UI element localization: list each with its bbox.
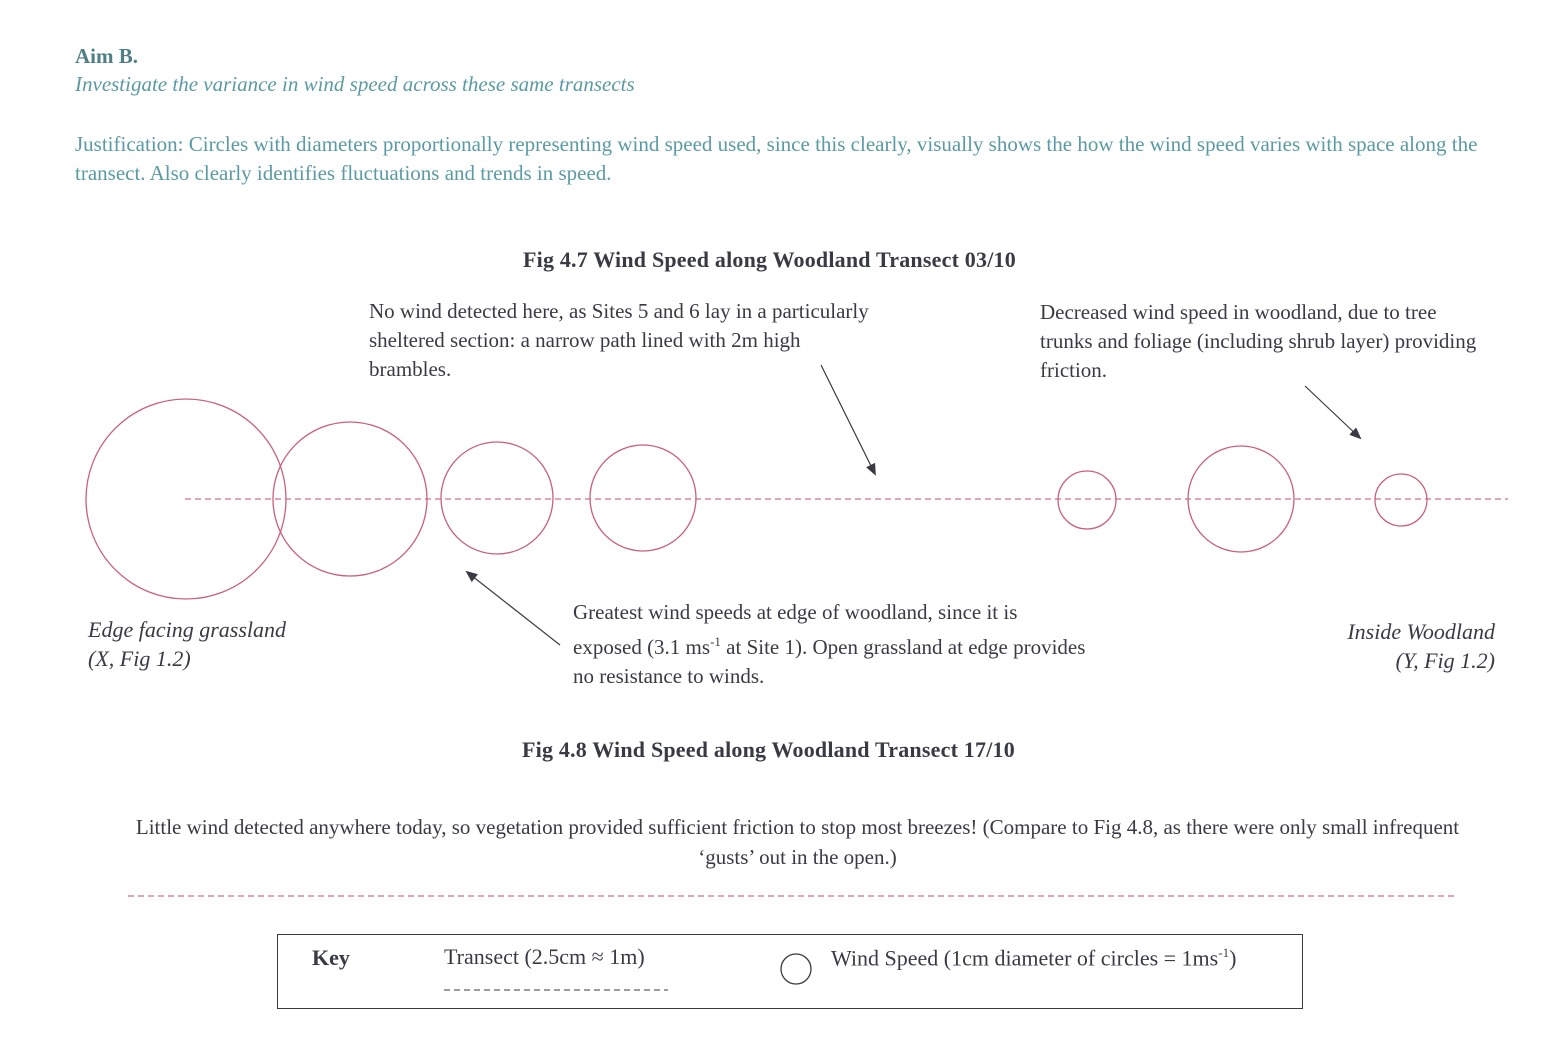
- key-label: Key: [312, 945, 350, 970]
- aim-heading: Aim B.: [75, 44, 138, 68]
- key-wind-text-1: Wind Speed (1cm diameter of circles = 1ms: [831, 945, 1219, 971]
- edge-left-line2: (X, Fig 1.2): [88, 646, 191, 671]
- wind-circle-site-7: [1058, 471, 1116, 529]
- annotation-edge-superscript: -1: [710, 634, 721, 649]
- wind-circle-site-4: [590, 445, 696, 551]
- arrow-edge: [467, 572, 560, 645]
- wind-circle-site-3: [441, 442, 553, 554]
- justification-text: Justification: Circles with diameters proportionally representing wind speed used, since this clearly, visually shows the how the wind speed varies with space along the transect. Also clearly identifies fluctuations and trends in speed.: [75, 132, 1478, 185]
- aim-subtitle: Investigate the variance in wind speed across these same transects: [75, 72, 635, 96]
- annotation-edge-text-1: Greatest wind speeds at edge of woodland, since it is exposed (3.1 ms: [573, 600, 1018, 659]
- fig-4-8-note: Little wind detected anywhere today, so vegetation provided sufficient friction to stop most breezes! (Compare to Fig 4.8, as there were only small infrequent ‘gusts’ out in the open.): [135, 815, 1460, 869]
- fig-4-7-title: Fig 4.7 Wind Speed along Woodland Transect 03/10: [523, 247, 1016, 272]
- annotation-edge-text-2: at Site 1). Open grassland at edge provides no resistance to winds.: [573, 635, 1086, 688]
- key-wind-text-2: ): [1229, 945, 1237, 971]
- edge-right-line2: (Y, Fig 1.2): [1395, 648, 1495, 673]
- key-transect-label: Transect (2.5cm ≈ 1m): [444, 944, 645, 969]
- annotation-sheltered: No wind detected here, as Sites 5 and 6 lay in a particularly sheltered section: a narrow path lined with 2m high brambles.: [369, 299, 869, 381]
- annotation-woodland-friction: Decreased wind speed in woodland, due to tree trunks and foliage (including shrub layer) providing friction.: [1040, 300, 1477, 382]
- key-wind-superscript: -1: [1218, 945, 1230, 960]
- edge-left-line1: Edge facing grassland: [88, 617, 286, 642]
- wind-circle-site-9: [1375, 474, 1427, 526]
- arrow-sheltered: [821, 365, 875, 474]
- arrow-woodland: [1305, 386, 1360, 438]
- key-wind-speed-label: [831, 945, 1236, 971]
- fig-4-8-title: Fig 4.8 Wind Speed along Woodland Transect 17/10: [522, 737, 1015, 762]
- edge-right-line1: Inside Woodland: [1347, 619, 1495, 644]
